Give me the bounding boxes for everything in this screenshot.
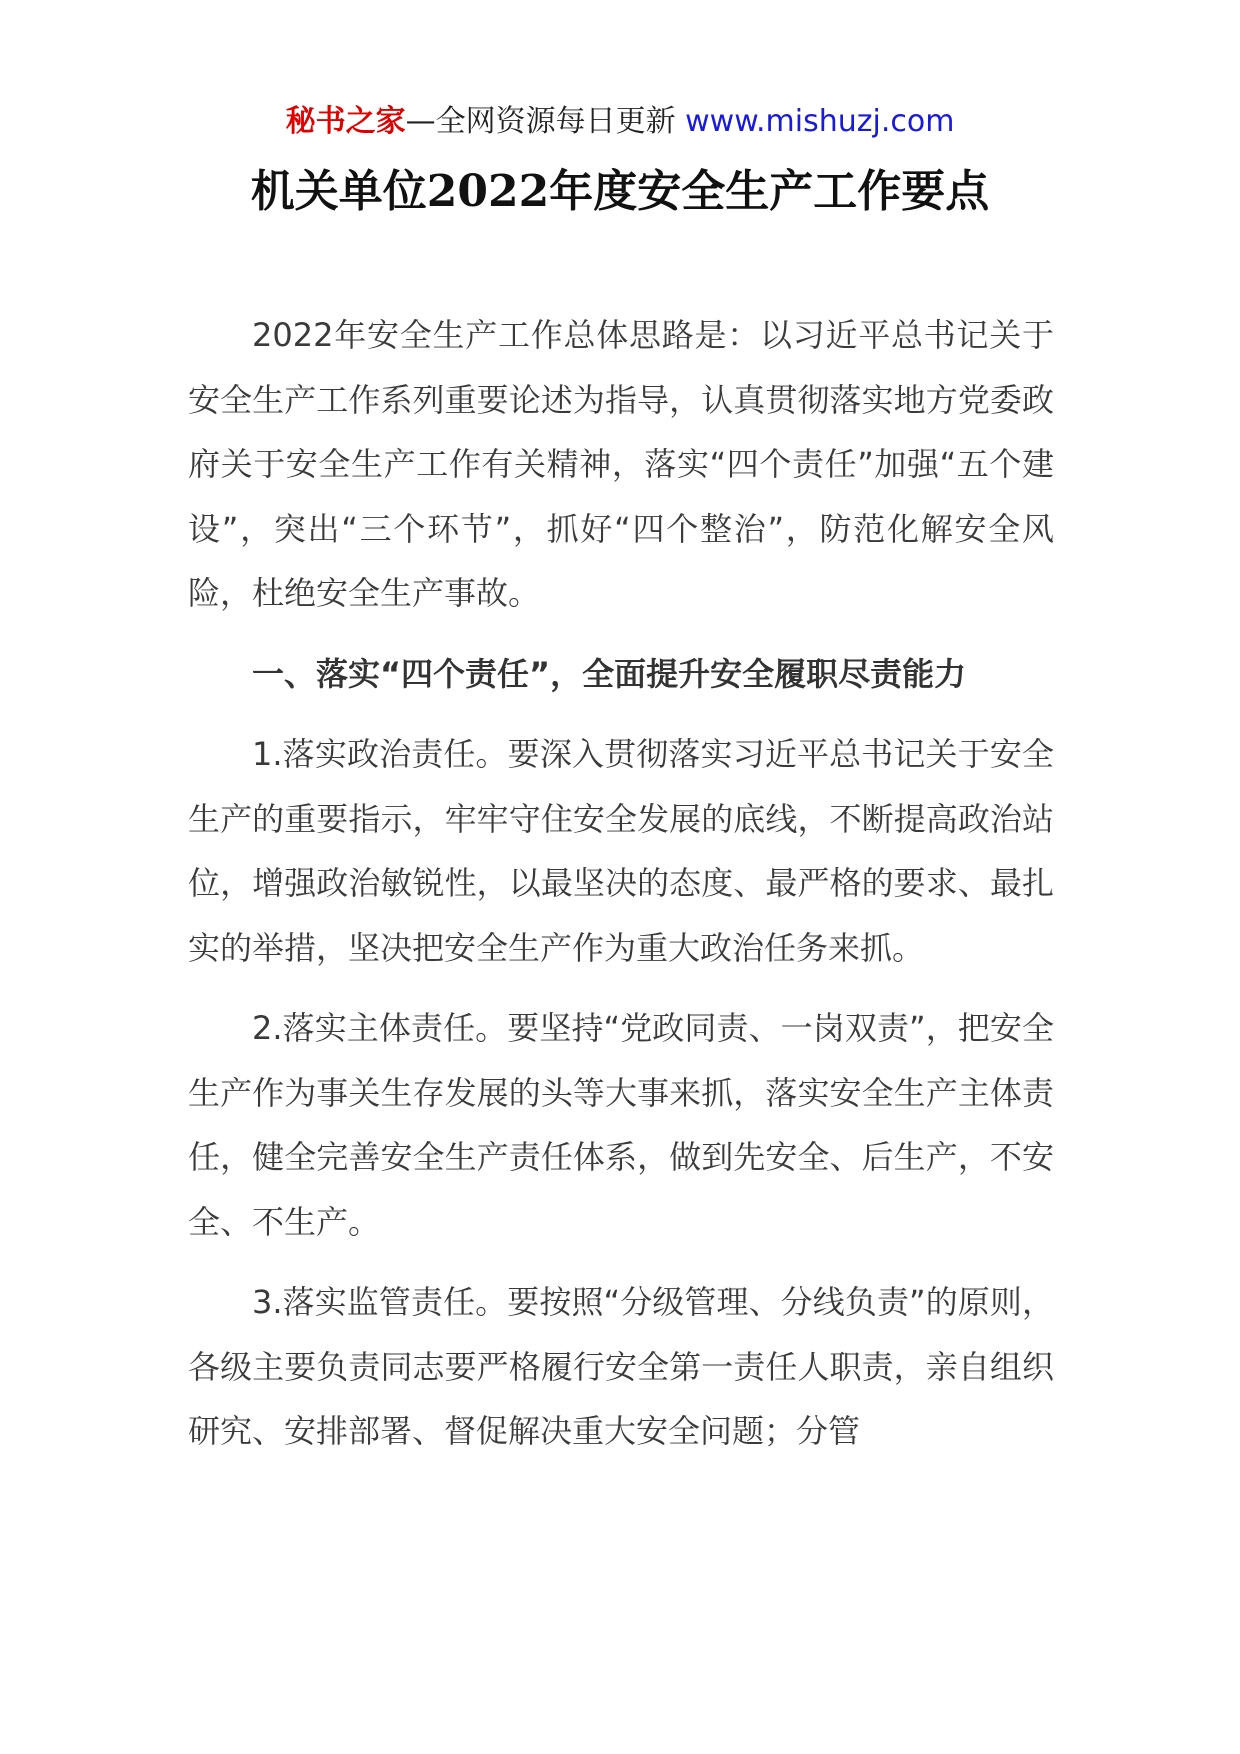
header-tagline: —全网资源每日更新	[405, 104, 676, 139]
paragraph-2: 2.落实主体责任。要坚持“党政同责、一岗双责”，把安全生产作为事关生存发展的头等大事来抓，落实安全生产主体责任，健全完善安全生产责任体系，做到先安全、后生产，不安全、不生产。	[188, 1009, 1054, 1241]
brand-name: 秘书之家	[285, 104, 406, 139]
site-link[interactable]: www.mishuzj.com	[685, 104, 955, 139]
document-title: 机关单位2022年度安全生产工作要点	[250, 166, 990, 217]
paragraph-3: 3.落实监管责任。要按照“分级管理、分线负责”的原则，各级主要负责同志要严格履行安全第一责任人职责，亲自组织研究、安排部署、督促解决重大安全问题；分管	[188, 1283, 1054, 1450]
document-body	[188, 303, 1054, 1464]
paragraph-1: 1.落实政治责任。要深入贯彻落实习近平总书记关于安全生产的重要指示，牢牢守住安全发展的底线，不断提高政治站位，增强政治敏锐性，以最坚决的态度、最严格的要求、最扎实的举措，坚决把安全生产作为重大政治任务来抓。	[188, 735, 1054, 967]
section-heading: 一、落实“四个责任”，全面提升安全履职尽责能力	[252, 654, 967, 693]
intro-paragraph: 2022年安全生产工作总体思路是：以习近平总书记关于安全生产工作系列重要论述为指导，认真贯彻落实地方党委政府关于安全生产工作有关精神，落实“四个责任”加强“五个建设”，突出“三个环节”，抓好“四个整治”，防范化解安全风险，杜绝安全生产事故。	[188, 316, 1054, 612]
site-header	[0, 100, 1240, 144]
